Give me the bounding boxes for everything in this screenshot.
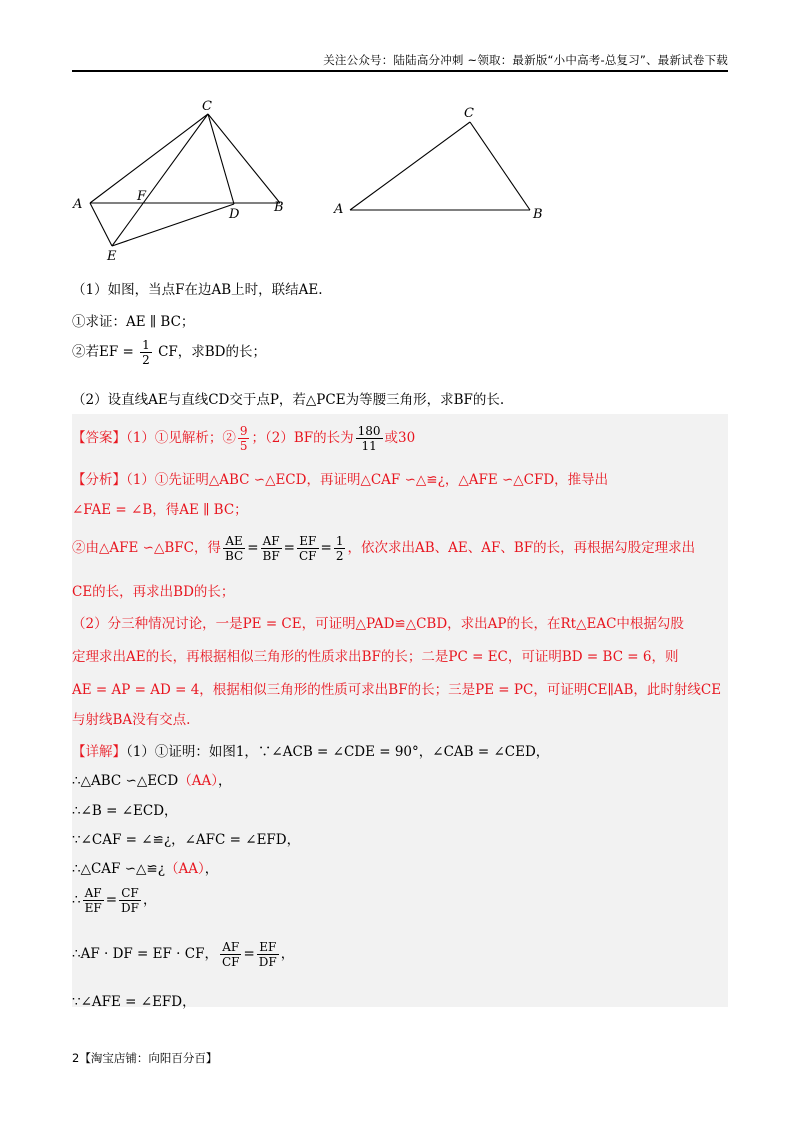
analysis-line-8: 与射线BA没有交点.: [72, 712, 191, 728]
detail-line6-eq: =: [105, 892, 117, 908]
fraction-cf-df: $\frac{CF}{DF}$: [121, 886, 139, 915]
detail-line-5: [72, 857, 218, 877]
detail-line-8: ∵∠AFE = ∠EFD，: [72, 994, 196, 1010]
figure1-label-f: F: [137, 189, 147, 204]
detail-line2-aa: （AA）: [178, 773, 218, 789]
fraction-ef-cf: $\frac{EF}{CF}$: [298, 534, 317, 563]
detail-line-4: ∵∠CAF = ∠≌¿，∠AFC = ∠EFD，: [72, 832, 301, 848]
question-part-2: （2）设直线AE与直线CD交于点P，若△PCE为等腰三角形，求BF的长.: [72, 392, 505, 408]
answer-part1-prefix: （1）①见解析；②: [126, 430, 236, 446]
fraction-one-half-2: $\frac{1}{2}$: [335, 534, 344, 563]
analysis-line-7: AE = AP = AD = 4，根据相似三角形的性质可求出BF的长；三是PE = PC，可证明CE∥AB，此时射线CE: [72, 682, 722, 698]
analysis-text-1: （1）①先证明△ABC ∽△ECD，再证明△CAF ∽△≌¿，△AFE ∽△CFD，推导出: [126, 472, 609, 488]
detail-line-6: [72, 886, 156, 915]
figure-2-diagram: [330, 100, 560, 220]
detail-line2-suffix: ，: [217, 773, 232, 789]
page-footer: 2【淘宝店铺：向阳百分百】: [72, 1051, 218, 1065]
detail-line-7: [72, 940, 294, 969]
figure1-label-d: D: [229, 207, 240, 222]
figure2-label-a: A: [334, 202, 344, 217]
figure-1-diagram: [72, 96, 302, 266]
detail-line5-suffix: ，: [204, 861, 219, 877]
detail-line5-prefix: ∴△CAF ∽△≌¿: [72, 861, 165, 877]
q1-2-prefix: ②若EF =: [72, 344, 134, 360]
fraction-af-bf: $\frac{AF}{BF}$: [262, 534, 280, 563]
header-rule: [72, 70, 728, 72]
detail-line2-prefix: ∴△ABC ∽△ECD: [72, 773, 179, 789]
detail-line5-aa: （AA）: [164, 861, 205, 877]
fraction-one-half: $\frac{1}{2}$: [142, 338, 150, 367]
page-header: 关注公众号：陆陆高分冲刺 ~领取：最新版“小中高考-总复习”、最新试卷下载: [323, 53, 728, 67]
figure2-label-c: C: [464, 106, 474, 121]
figure1-label-c: C: [202, 99, 212, 114]
detail-tag: 【详解】: [72, 744, 126, 760]
detail-line-1: [72, 740, 549, 760]
answer-line: [72, 424, 415, 453]
analysis-line-3: ②由△AFE ∽△BFC，得 $\frac{AE}{BC}$ = $\frac{AF}{BF}$ = $\frac{EF}{CF}$ = $\frac{1}{2}$ ，依次求出AB、AE、AF、BF的长，再根据勾股定理求出: [72, 534, 696, 563]
analysis-line3-suffix: ，依次求出AB、AE、AF、BF的长，再根据勾股定理求出: [347, 540, 696, 556]
fraction-af-cf: $\frac{AF}{CF}$: [221, 940, 240, 969]
analysis-line-6: 定理求出AE的长，再根据相似三角形的性质求出BF的长；二是PC = EC，可证明BD = BC = 6，则: [72, 649, 679, 665]
analysis-tag: 【分析】: [72, 472, 126, 488]
detail-line7-eq: =: [243, 946, 255, 962]
figure1-label-a: A: [73, 197, 83, 212]
analysis-line3-prefix: ②由△AFE ∽△BFC，得: [72, 540, 221, 556]
detail-line-3: ∴∠B = ∠ECD，: [72, 803, 178, 819]
fraction-180-11: $\frac{180}{11}$: [357, 424, 381, 453]
analysis-line-5: （2）分三种情况讨论，一是PE = CE，可证明△PAD≌△CBD，求出AP的长，在Rt△EAC中根据勾股: [72, 616, 684, 632]
figure2-label-b: B: [533, 207, 543, 220]
question-part-1-2: [72, 338, 266, 367]
q1-2-suffix: CF，求BD的长；: [158, 344, 267, 360]
question-part-1: （1）如图，当点F在边AB上时，联结AE.: [72, 282, 323, 298]
answer-part1-suffix: ；（2）BF的长为: [251, 430, 354, 446]
detail-line6-prefix: ∴: [72, 892, 81, 908]
detail-line6-suffix: ，: [142, 892, 157, 908]
fraction-nine-fifths: $\frac{9}{5}$: [239, 424, 248, 453]
detail-line7-suffix: ，: [280, 946, 295, 962]
detail-text-1: （1）①证明：如图1，∵∠ACB = ∠CDE = 90°，∠CAB = ∠CED，: [126, 744, 550, 760]
figure1-label-b: B: [274, 200, 284, 215]
figure1-label-e: E: [107, 249, 117, 264]
analysis-line-1: [72, 468, 608, 488]
detail-line-2: [72, 769, 231, 789]
fraction-af-ef: $\frac{AF}{EF}$: [84, 886, 102, 915]
detail-line7-prefix: ∴AF · DF = EF · CF，: [72, 946, 218, 962]
answer-part2-suffix: 或30: [384, 430, 416, 446]
fraction-ef-df: $\frac{EF}{DF}$: [258, 940, 277, 969]
answer-tag: 【答案】: [72, 430, 126, 446]
analysis-line-4: CE的长，再求出BD的长；: [72, 584, 235, 600]
question-part-1-1: ①求证：AE ∥ BC；: [72, 314, 195, 330]
analysis-line-2: ∠FAE = ∠B，得AE ∥ BC；: [72, 502, 248, 518]
fraction-ae-bc: $\frac{AE}{BC}$: [224, 534, 244, 563]
